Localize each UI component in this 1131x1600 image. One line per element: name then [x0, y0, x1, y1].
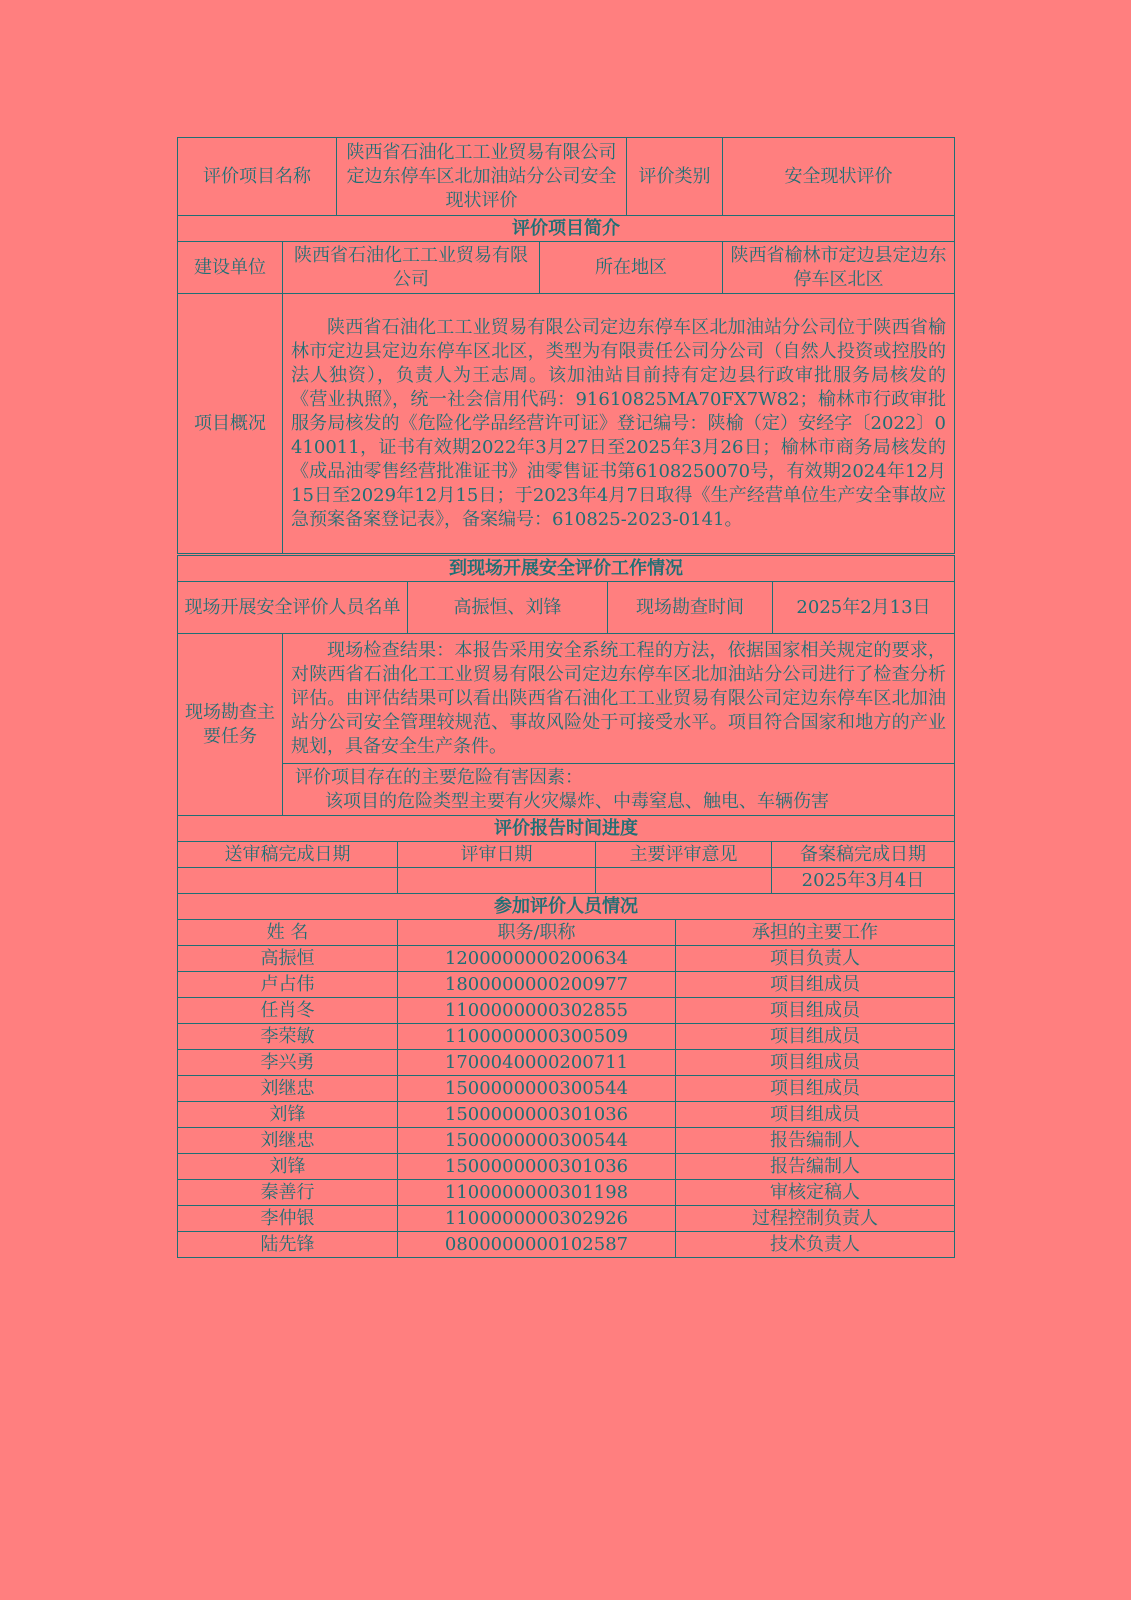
person-cert-id: 1500000000300544: [398, 1128, 676, 1154]
builder-value: 陕西省石油化工工业贸易有限公司: [283, 242, 540, 294]
person-work: 项目组成员: [676, 1024, 955, 1050]
schedule-section-title: 评价报告时间进度: [178, 816, 955, 842]
header-table: [177, 137, 955, 554]
person-cert-id: 1100000000301198: [398, 1180, 676, 1206]
table-row: [178, 1024, 955, 1050]
col-work: 承担的主要工作: [676, 920, 955, 946]
person-work: 项目组成员: [676, 1076, 955, 1102]
overview-text: 陕西省石油化工工业贸易有限公司定边东停车区北加油站分公司位于陕西省榆林市定边县定边东停车区北区，类型为有限责任公司分公司（自然人投资或控股的法人独资），负责人为王志周。该加油站目前持有定边县行政审批服务局核发的《营业执照》，统一社会信用代码：91610825MA70FX7W82；榆林市行政审批服务局核发的《危险化学品经营许可证》登记编号：陕榆（定）安经字〔2022〕0410011，证书有效期2022年3月27日至2025年3月26日；榆林市商务局核发的《成品油零售经营批准证书》油零售证书第6108250070号，有效期2024年12月15日至2029年12月15日；于2023年4月7日取得《生产经营单位生产安全事故应急预案备案登记表》，备案编号：610825-2023-0141。: [291, 316, 946, 530]
person-name: 陆先锋: [178, 1232, 398, 1258]
personnel-section-title: 参加评价人员情况: [178, 894, 955, 920]
person-name: 刘锋: [178, 1154, 398, 1180]
person-cert-id: 1700040000200711: [398, 1050, 676, 1076]
person-name: 任肖冬: [178, 998, 398, 1024]
person-cert-id: 0800000000102587: [398, 1232, 676, 1258]
person-name: 刘继忠: [178, 1076, 398, 1102]
person-work: 项目组成员: [676, 972, 955, 998]
person-work: 技术负责人: [676, 1232, 955, 1258]
person-name: 李兴勇: [178, 1050, 398, 1076]
category-label: 评价类别: [627, 138, 723, 216]
table-row: [178, 946, 955, 972]
table-row: [178, 998, 955, 1024]
category-value: 安全现状评价: [723, 138, 955, 216]
person-name: 刘继忠: [178, 1128, 398, 1154]
col-title: 职务/职称: [398, 920, 676, 946]
location-value: 陕西省榆林市定边县定边东停车区北区: [723, 242, 955, 294]
person-work: 报告编制人: [676, 1128, 955, 1154]
person-cert-id: 1100000000302926: [398, 1206, 676, 1232]
person-name: 李仲银: [178, 1206, 398, 1232]
col-name: 姓 名: [178, 920, 398, 946]
overview-label: 项目概况: [178, 294, 283, 554]
col-review-date: 评审日期: [398, 842, 596, 868]
personnel-rows: [178, 946, 955, 1258]
col-filing-date: 备案稿完成日期: [772, 842, 955, 868]
person-name: 刘锋: [178, 1102, 398, 1128]
col-submit-date: 送审稿完成日期: [178, 842, 398, 868]
result-cell: [283, 634, 955, 764]
hazard-text: 该项目的危险类型主要有火灾爆炸、中毒窒息、触电、车辆伤害: [325, 790, 829, 812]
hazard-title: 评价项目存在的主要危险有害因素：: [295, 766, 583, 788]
table-row: [178, 1206, 955, 1232]
task-label: 现场勘查主要任务: [178, 634, 283, 816]
person-cert-id: 1500000000301036: [398, 1154, 676, 1180]
person-work: 项目组成员: [676, 1102, 955, 1128]
survey-time-value: 2025年2月13日: [773, 582, 955, 634]
person-work: 项目组成员: [676, 1050, 955, 1076]
review-date-value: [398, 868, 596, 894]
person-cert-id: 1100000000300509: [398, 1024, 676, 1050]
table-row: [178, 1232, 955, 1258]
person-work: 审核定稿人: [676, 1180, 955, 1206]
site-table: [177, 555, 955, 816]
table-row: [178, 1102, 955, 1128]
staff-value: 高振恒、刘锋: [408, 582, 608, 634]
person-work: 项目负责人: [676, 946, 955, 972]
survey-time-label: 现场勘查时间: [608, 582, 773, 634]
builder-label: 建设单位: [178, 242, 283, 294]
project-name-label: 评价项目名称: [178, 138, 337, 216]
table-row: [178, 1076, 955, 1102]
person-name: 秦善行: [178, 1180, 398, 1206]
intro-section-title: 评价项目简介: [178, 216, 955, 242]
person-work: 过程控制负责人: [676, 1206, 955, 1232]
person-work: 报告编制人: [676, 1154, 955, 1180]
table-row: [178, 1128, 955, 1154]
hazard-cell: [283, 764, 955, 816]
project-name-value: 陕西省石油化工工业贸易有限公司定边东停车区北加油站分公司安全现状评价: [337, 138, 627, 216]
filing-date-value: 2025年3月4日: [772, 868, 955, 894]
personnel-table: [177, 893, 955, 1258]
person-work: 项目组成员: [676, 998, 955, 1024]
table-row: [178, 972, 955, 998]
staff-label: 现场开展安全评价人员名单: [178, 582, 408, 634]
schedule-table: [177, 815, 955, 894]
site-section-title: 到现场开展安全评价工作情况: [178, 556, 955, 582]
person-name: 李荣敏: [178, 1024, 398, 1050]
table-row: [178, 1050, 955, 1076]
table-row: [178, 1180, 955, 1206]
table-row: [178, 1154, 955, 1180]
overview-cell: [283, 294, 955, 554]
review-opinion-value: [596, 868, 772, 894]
result-text: 现场检查结果：本报告采用安全系统工程的方法，依据国家相关规定的要求，对陕西省石油化工工业贸易有限公司定边东停车区北加油站分公司进行了检查分析评估。由评估结果可以看出陕西省石油化工工业贸易有限公司定边东停车区北加油站分公司安全管理较规范、事故风险处于可接受水平。项目符合国家和地方的产业规划，具备安全生产条件。: [291, 639, 947, 757]
person-cert-id: 1100000000302855: [398, 998, 676, 1024]
submit-date-value: [178, 868, 398, 894]
person-cert-id: 1500000000300544: [398, 1076, 676, 1102]
location-label: 所在地区: [540, 242, 723, 294]
person-name: 高振恒: [178, 946, 398, 972]
person-cert-id: 1800000000200977: [398, 972, 676, 998]
person-name: 卢占伟: [178, 972, 398, 998]
person-cert-id: 1500000000301036: [398, 1102, 676, 1128]
col-review-opinion: 主要评审意见: [596, 842, 772, 868]
person-cert-id: 1200000000200634: [398, 946, 676, 972]
